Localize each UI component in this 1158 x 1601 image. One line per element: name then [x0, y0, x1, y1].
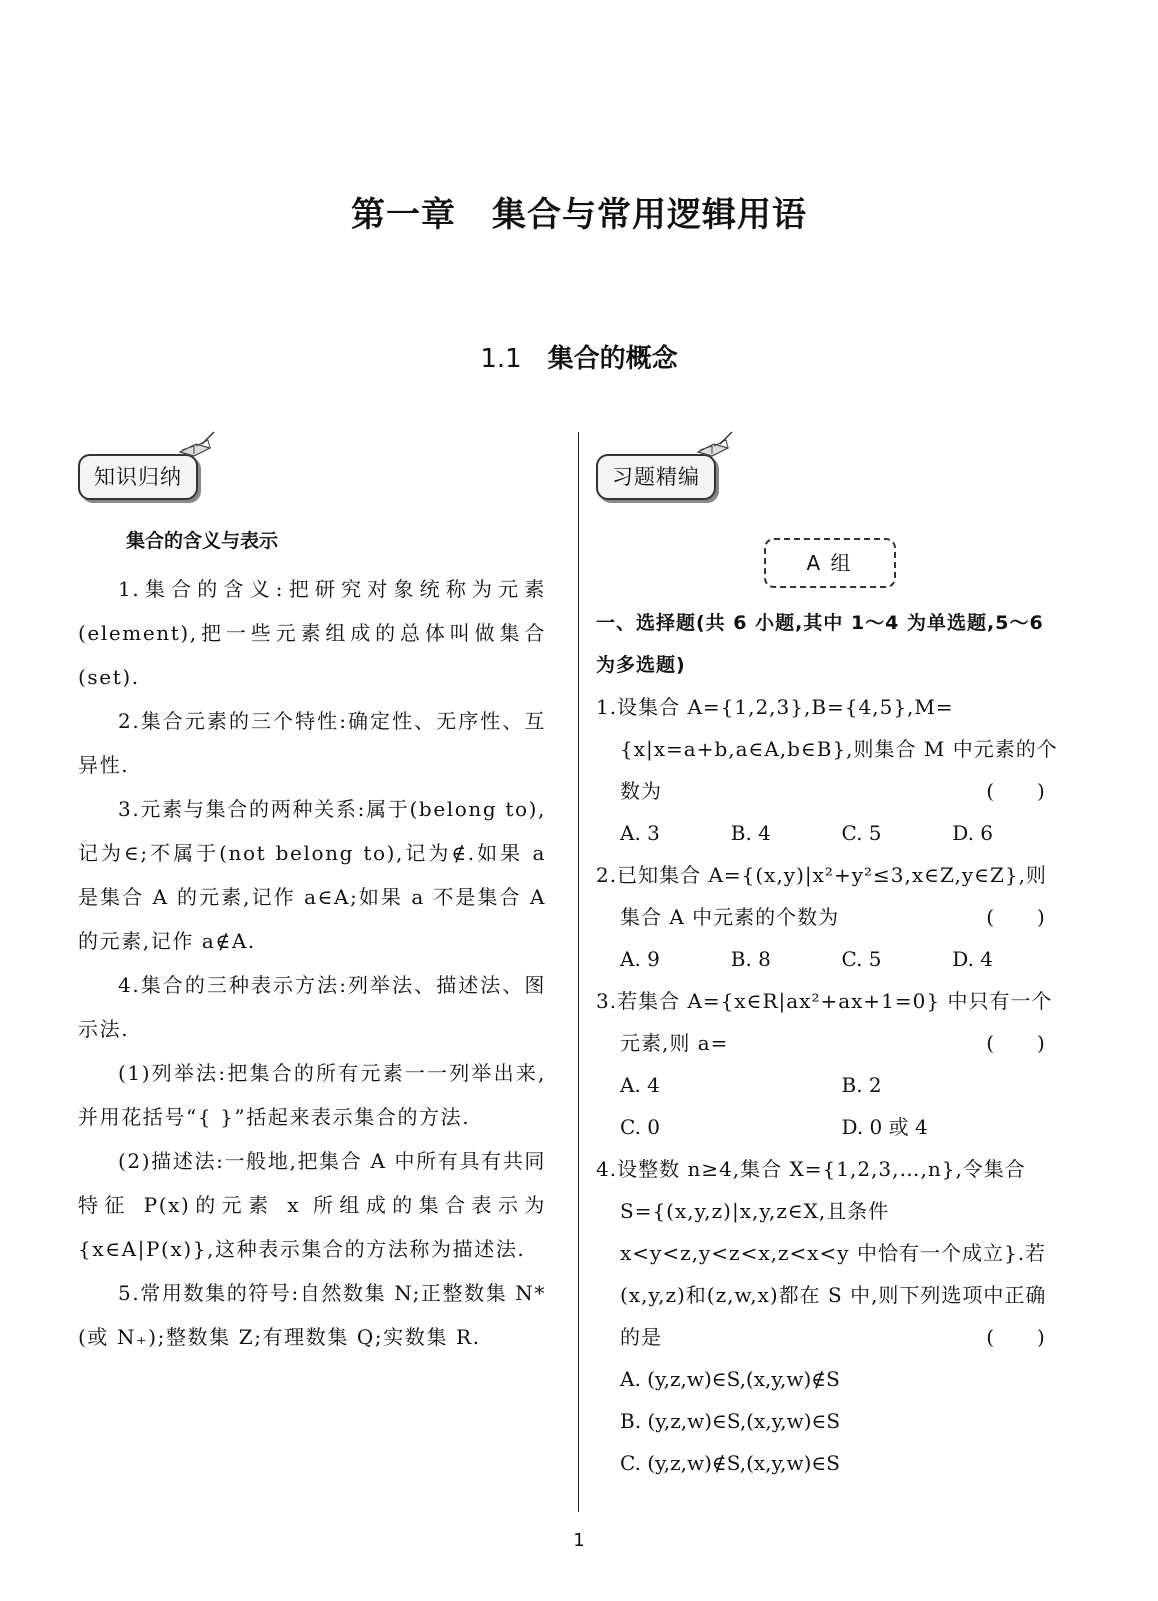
- answer-bracket: ( ): [986, 779, 1046, 803]
- option: C. 5: [841, 821, 882, 845]
- question-stem: 2.已知集合 A={(x,y)|x²+y²≤3,x∈Z,y∈Z},则集合 A 中元素的个数为: [596, 863, 1047, 929]
- option: B. 8: [730, 947, 771, 971]
- knowledge-badge: 知识归纳: [78, 454, 198, 500]
- answer-bracket: ( ): [986, 1325, 1046, 1349]
- paragraph: 4.集合的三种表示方法:列举法、描述法、图示法.: [78, 973, 546, 1041]
- option: C. (y,z,w)∉S,(x,y,w)∈S: [620, 1451, 840, 1475]
- option: C. 5: [841, 947, 882, 971]
- section-number: 1.1: [480, 344, 522, 374]
- chapter-title: [0, 187, 1158, 236]
- question-stem: 1.设集合 A={1,2,3},B={4,5},M={x|x=a+b,a∈A,b∈B},则集合 M 中元素的个数为: [596, 695, 1058, 803]
- open-book-pen-icon: [176, 430, 216, 458]
- group-label: A 组: [764, 538, 896, 588]
- knowledge-heading: 集合的含义与表示: [126, 530, 279, 552]
- question-3: [596, 980, 1063, 1064]
- section-title: [0, 338, 1158, 375]
- paragraph: 3.元素与集合的两种关系:属于(belong to),记为∈;不属于(not belong to),记为∉.如果 a 是集合 A 的元素,记作 a∈A;如果 a 不是集合 A 的元素,记作 a∉A.: [78, 797, 546, 953]
- answer-bracket: ( ): [986, 1031, 1046, 1055]
- option: A. 4: [620, 1073, 660, 1097]
- section-name: 集合的概念: [547, 344, 678, 374]
- option: D. 6: [952, 821, 994, 845]
- question-3-options-row-2: [596, 1106, 1063, 1148]
- question-2: [596, 854, 1063, 938]
- exercise-badge: 习题精编: [596, 454, 716, 500]
- question-1: [596, 686, 1063, 812]
- option: B. 2: [841, 1073, 882, 1097]
- question-stem: 3.若集合 A={x∈R|ax²+ax+1=0} 中只有一个元素,则 a=: [596, 989, 1053, 1055]
- paragraph: 2.集合元素的三个特性:确定性、无序性、互异性.: [78, 709, 546, 777]
- paragraph: (2)描述法:一般地,把集合 A 中所有具有共同特征 P(x)的元素 x 所组成的集合表示为{x∈A|P(x)},这种表示集合的方法称为描述法.: [78, 1149, 546, 1261]
- option: B. 4: [730, 821, 771, 845]
- question-4: [596, 1148, 1063, 1358]
- column-divider: [578, 432, 579, 1512]
- answer-bracket: ( ): [986, 905, 1046, 929]
- paragraph: (1)列举法:把集合的所有元素一一列举出来,并用花括号“{ }”括起来表示集合的方法.: [78, 1061, 546, 1129]
- option: A. 3: [620, 821, 660, 845]
- option: A. (y,z,w)∈S,(x,y,w)∉S: [620, 1367, 840, 1391]
- question-1-options: [596, 812, 1063, 854]
- exercise-column: [596, 430, 1063, 1484]
- page-number: 1: [573, 1530, 585, 1551]
- option: C. 0: [620, 1115, 661, 1139]
- option: B. (y,z,w)∈S,(x,y,w)∈S: [620, 1409, 841, 1433]
- question-3-options-row-1: [596, 1064, 1063, 1106]
- question-stem: 4.设整数 n≥4,集合 X={1,2,3,…,n},令集合 S={(x,y,z)|x,y,z∈X,且条件 x<y<z,y<z<x,z<x<y 中恰有一个成立}.若(x,y,z)和(z,w,x)都在 S 中,则下列选项中正确的是: [596, 1157, 1047, 1349]
- knowledge-column: [78, 430, 546, 1359]
- option: A. 9: [620, 947, 660, 971]
- chapter-name: 集合与常用逻辑用语: [492, 195, 807, 235]
- option: D. 4: [952, 947, 994, 971]
- chapter-number: 第一章: [351, 195, 456, 235]
- paragraph: 5.常用数集的符号:自然数集 N;正整数集 N*(或 N₊);整数集 Z;有理数集 Q;实数集 R.: [78, 1281, 546, 1349]
- question-2-options: [596, 938, 1063, 980]
- paragraph: 1.集合的含义:把研究对象统称为元素(element),把一些元素组成的总体叫做集合(set).: [78, 577, 546, 689]
- option: D. 0 或 4: [841, 1115, 928, 1139]
- open-book-pen-icon: [694, 430, 734, 458]
- section-instructions: 一、选择题(共 6 小题,其中 1～4 为单选题,5～6 为多选题): [596, 612, 1044, 676]
